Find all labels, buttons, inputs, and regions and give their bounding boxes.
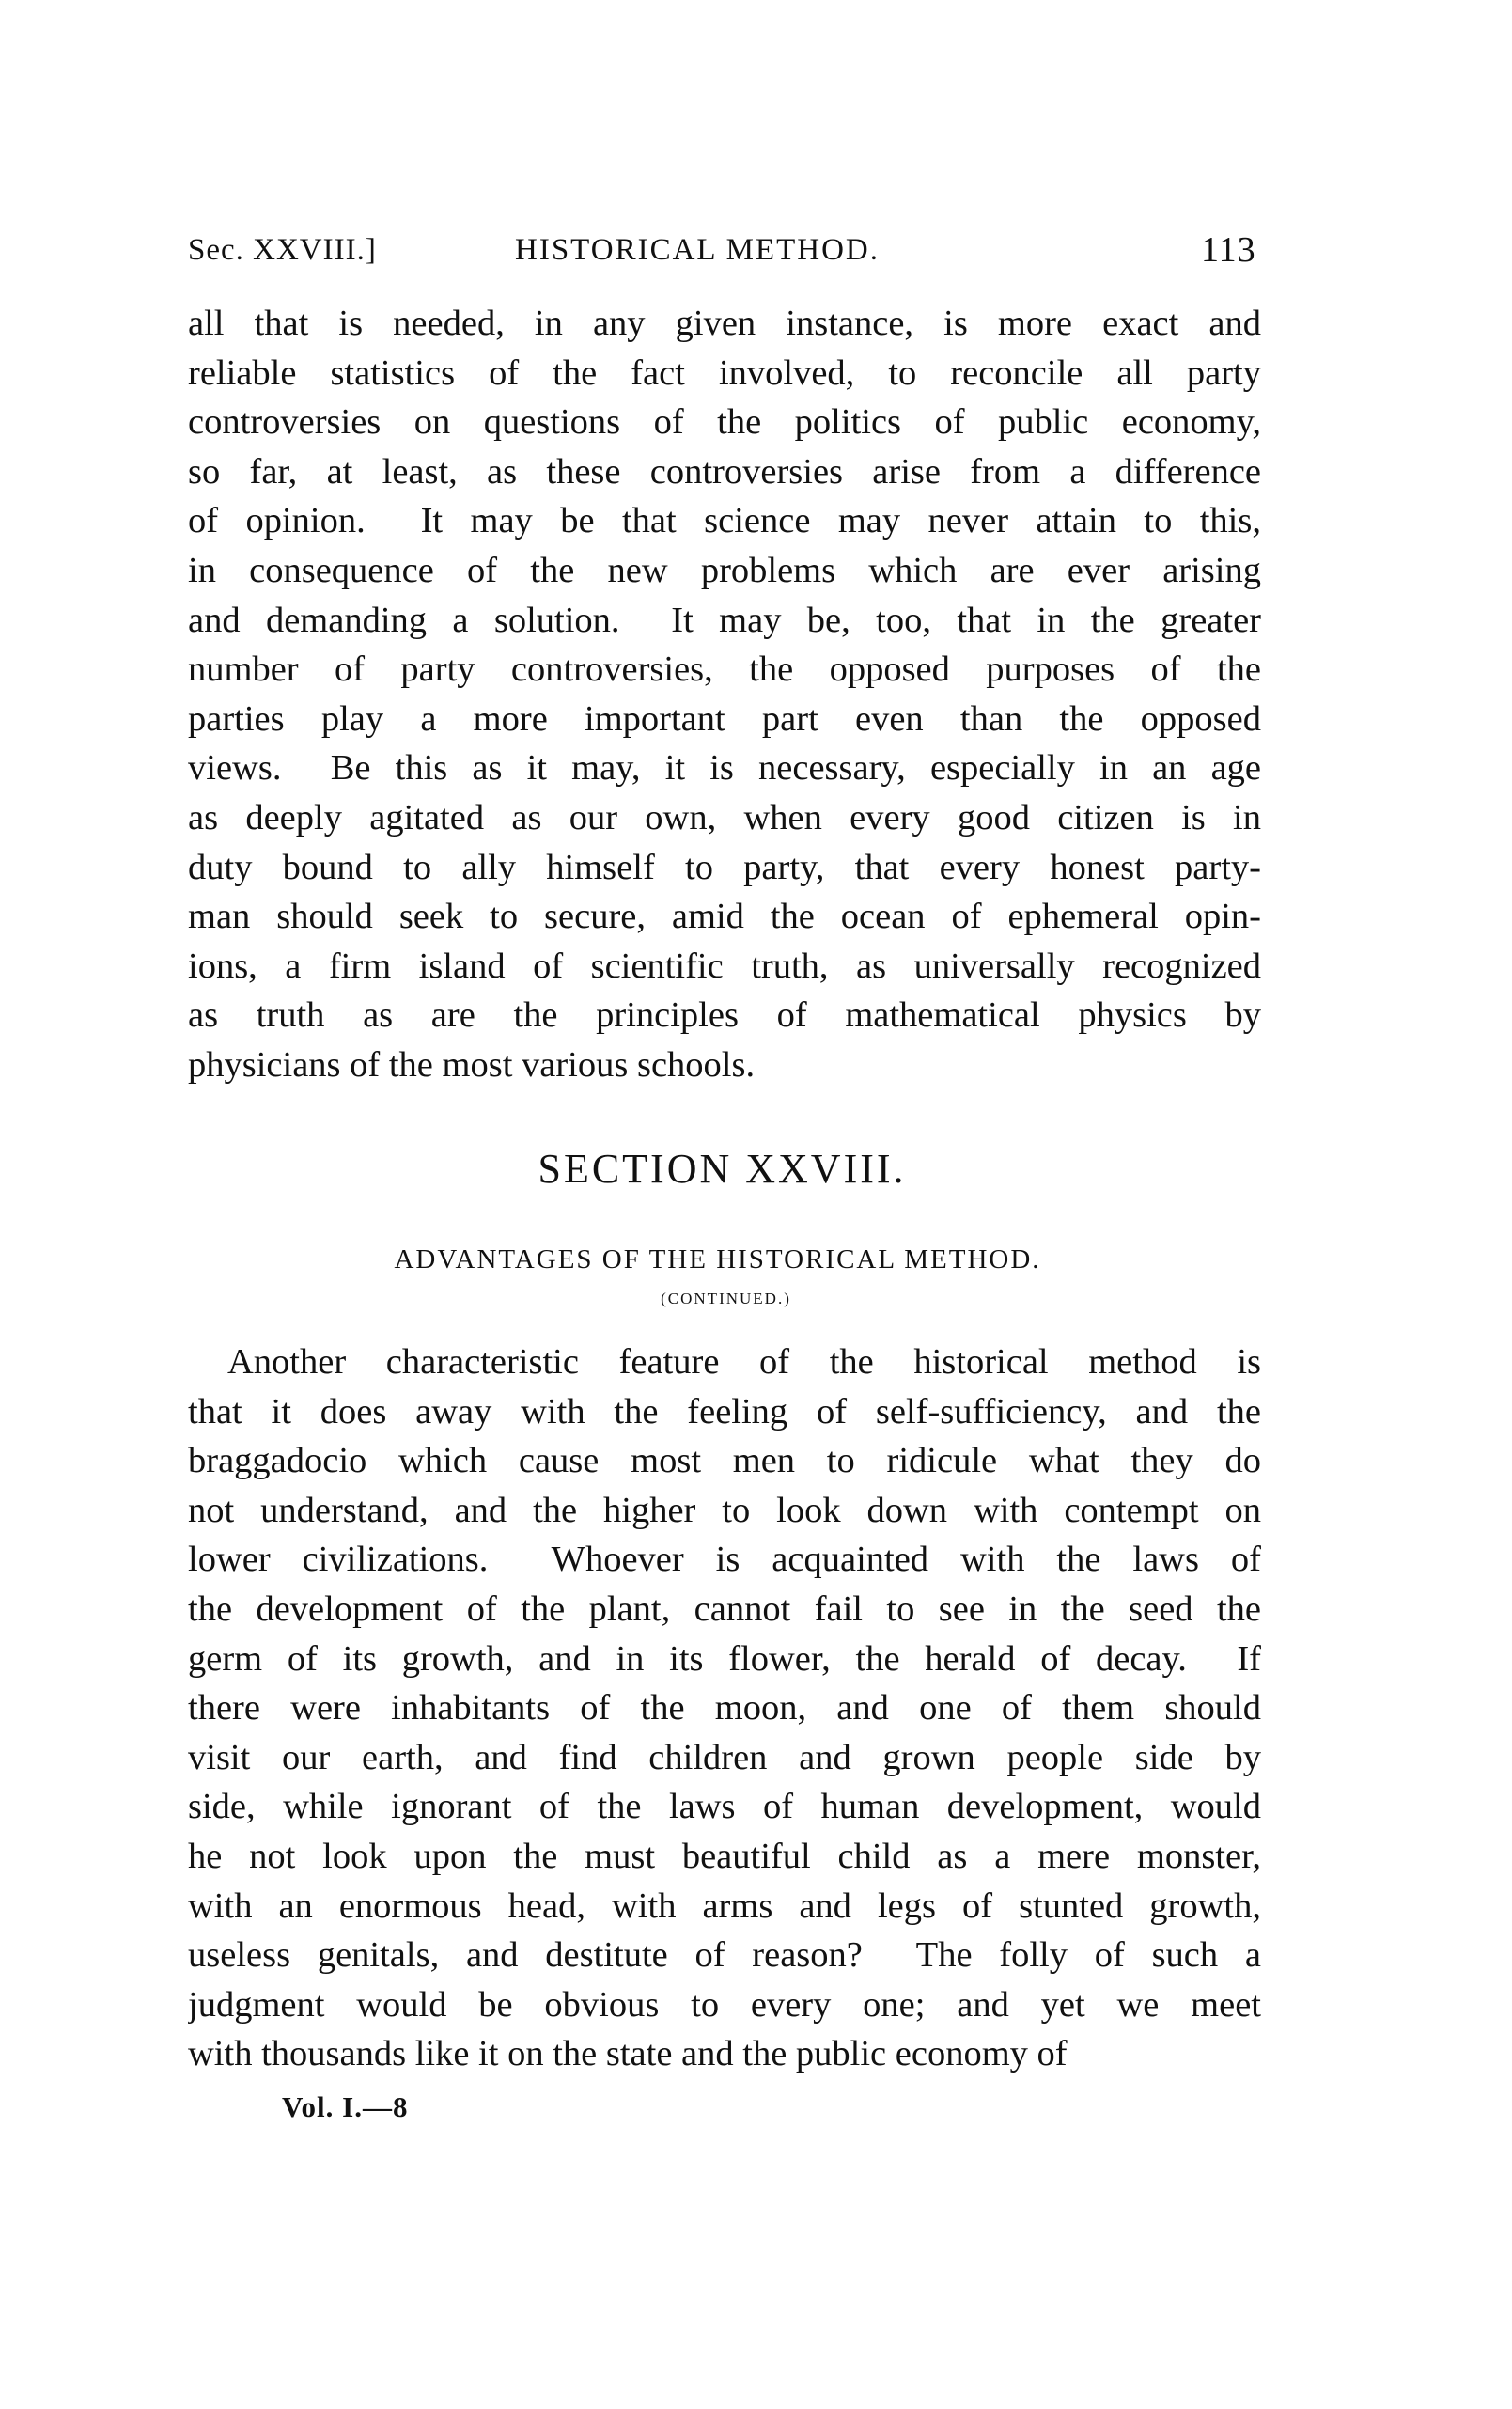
- section-continued-text: (CONTINUED.): [661, 1290, 791, 1307]
- text-line: as deeply agitated as our own, when every good citizen is in: [188, 798, 1261, 837]
- page-number: 113: [1201, 230, 1256, 270]
- text-line: useless genitals, and destitute of reason? The folly of such a: [188, 1935, 1261, 1976]
- text-line: as truth as are the principles of mathematical physics by: [188, 995, 1261, 1036]
- text-line: he not look upon the must beautiful child as a mere monster,: [188, 1837, 1261, 1876]
- text-line: so far, at least, as these controversies arise from a difference: [188, 451, 1261, 492]
- text-line: man should seek to secure, amid the ocean of ephemeral opin-: [188, 897, 1261, 937]
- text-line: and demanding a solution. It may be, too, that in the greater: [188, 600, 1261, 640]
- text-line: duty bound to ally himself to party, that every honest party-: [188, 847, 1261, 887]
- text-line: braggadocio which cause most men to ridicule what they do: [188, 1441, 1261, 1481]
- section-heading-text: SECTION XXVIII.: [538, 1146, 907, 1192]
- text-line: side, while ignorant of the laws of human development, would: [188, 1787, 1261, 1827]
- text-line: views. Be this as it may, it is necessary, especially in an age: [188, 748, 1261, 789]
- running-header-section-ref: Sec. XXVIII.]: [188, 233, 377, 267]
- text-line: the development of the plant, cannot fail to see in the seed the: [188, 1589, 1261, 1629]
- text-line: physicians of the most various schools.: [188, 1045, 756, 1085]
- text-line: parties play a more important part even than the opposed: [188, 698, 1261, 739]
- text-line: Another characteristic feature of the historical method is: [227, 1342, 1261, 1382]
- text-line: reliable statistics of the fact involved, to reconcile all party: [188, 352, 1261, 393]
- signature-mark: Vol. I.—8: [282, 2090, 409, 2123]
- text-line: that it does away with the feeling of self-sufficiency, and the: [188, 1391, 1261, 1431]
- section-heading: [0, 1145, 1512, 1194]
- text-line: judgment would be obvious to every one; and yet we meet: [188, 1984, 1261, 2025]
- section-subheading-text: ADVANTAGES OF THE HISTORICAL METHOD.: [394, 1244, 1041, 1275]
- text-line: with thousands like it on the state and the public economy of: [188, 2034, 1068, 2074]
- text-line: with an enormous head, with arms and legs of stunted growth,: [188, 1885, 1261, 1926]
- text-line: visit our earth, and find children and grown people side by: [188, 1737, 1261, 1777]
- text-line: lower civilizations. Whoever is acquainted with the laws of: [188, 1540, 1261, 1580]
- text-line: all that is needed, in any given instance, is more exact and: [188, 304, 1261, 343]
- section-subheading: [0, 1241, 1512, 1278]
- text-line: controversies on questions of the politics of public economy,: [188, 402, 1261, 443]
- section-continued-note: [0, 1288, 1512, 1310]
- text-line: germ of its growth, and in its flower, the herald of decay. If: [188, 1638, 1261, 1679]
- running-header-title: HISTORICAL METHOD.: [515, 233, 880, 267]
- text-line: number of party controversies, the opposed purposes of the: [188, 649, 1261, 690]
- text-line: there were inhabitants of the moon, and one of them should: [188, 1688, 1261, 1729]
- text-line: of opinion. It may be that science may never attain to this,: [188, 501, 1261, 541]
- text-line: in consequence of the new problems which are ever arising: [188, 551, 1261, 590]
- text-line: ions, a firm island of scientific truth, as universally recognized: [188, 946, 1261, 986]
- text-line: not understand, and the higher to look down with contempt on: [188, 1490, 1261, 1530]
